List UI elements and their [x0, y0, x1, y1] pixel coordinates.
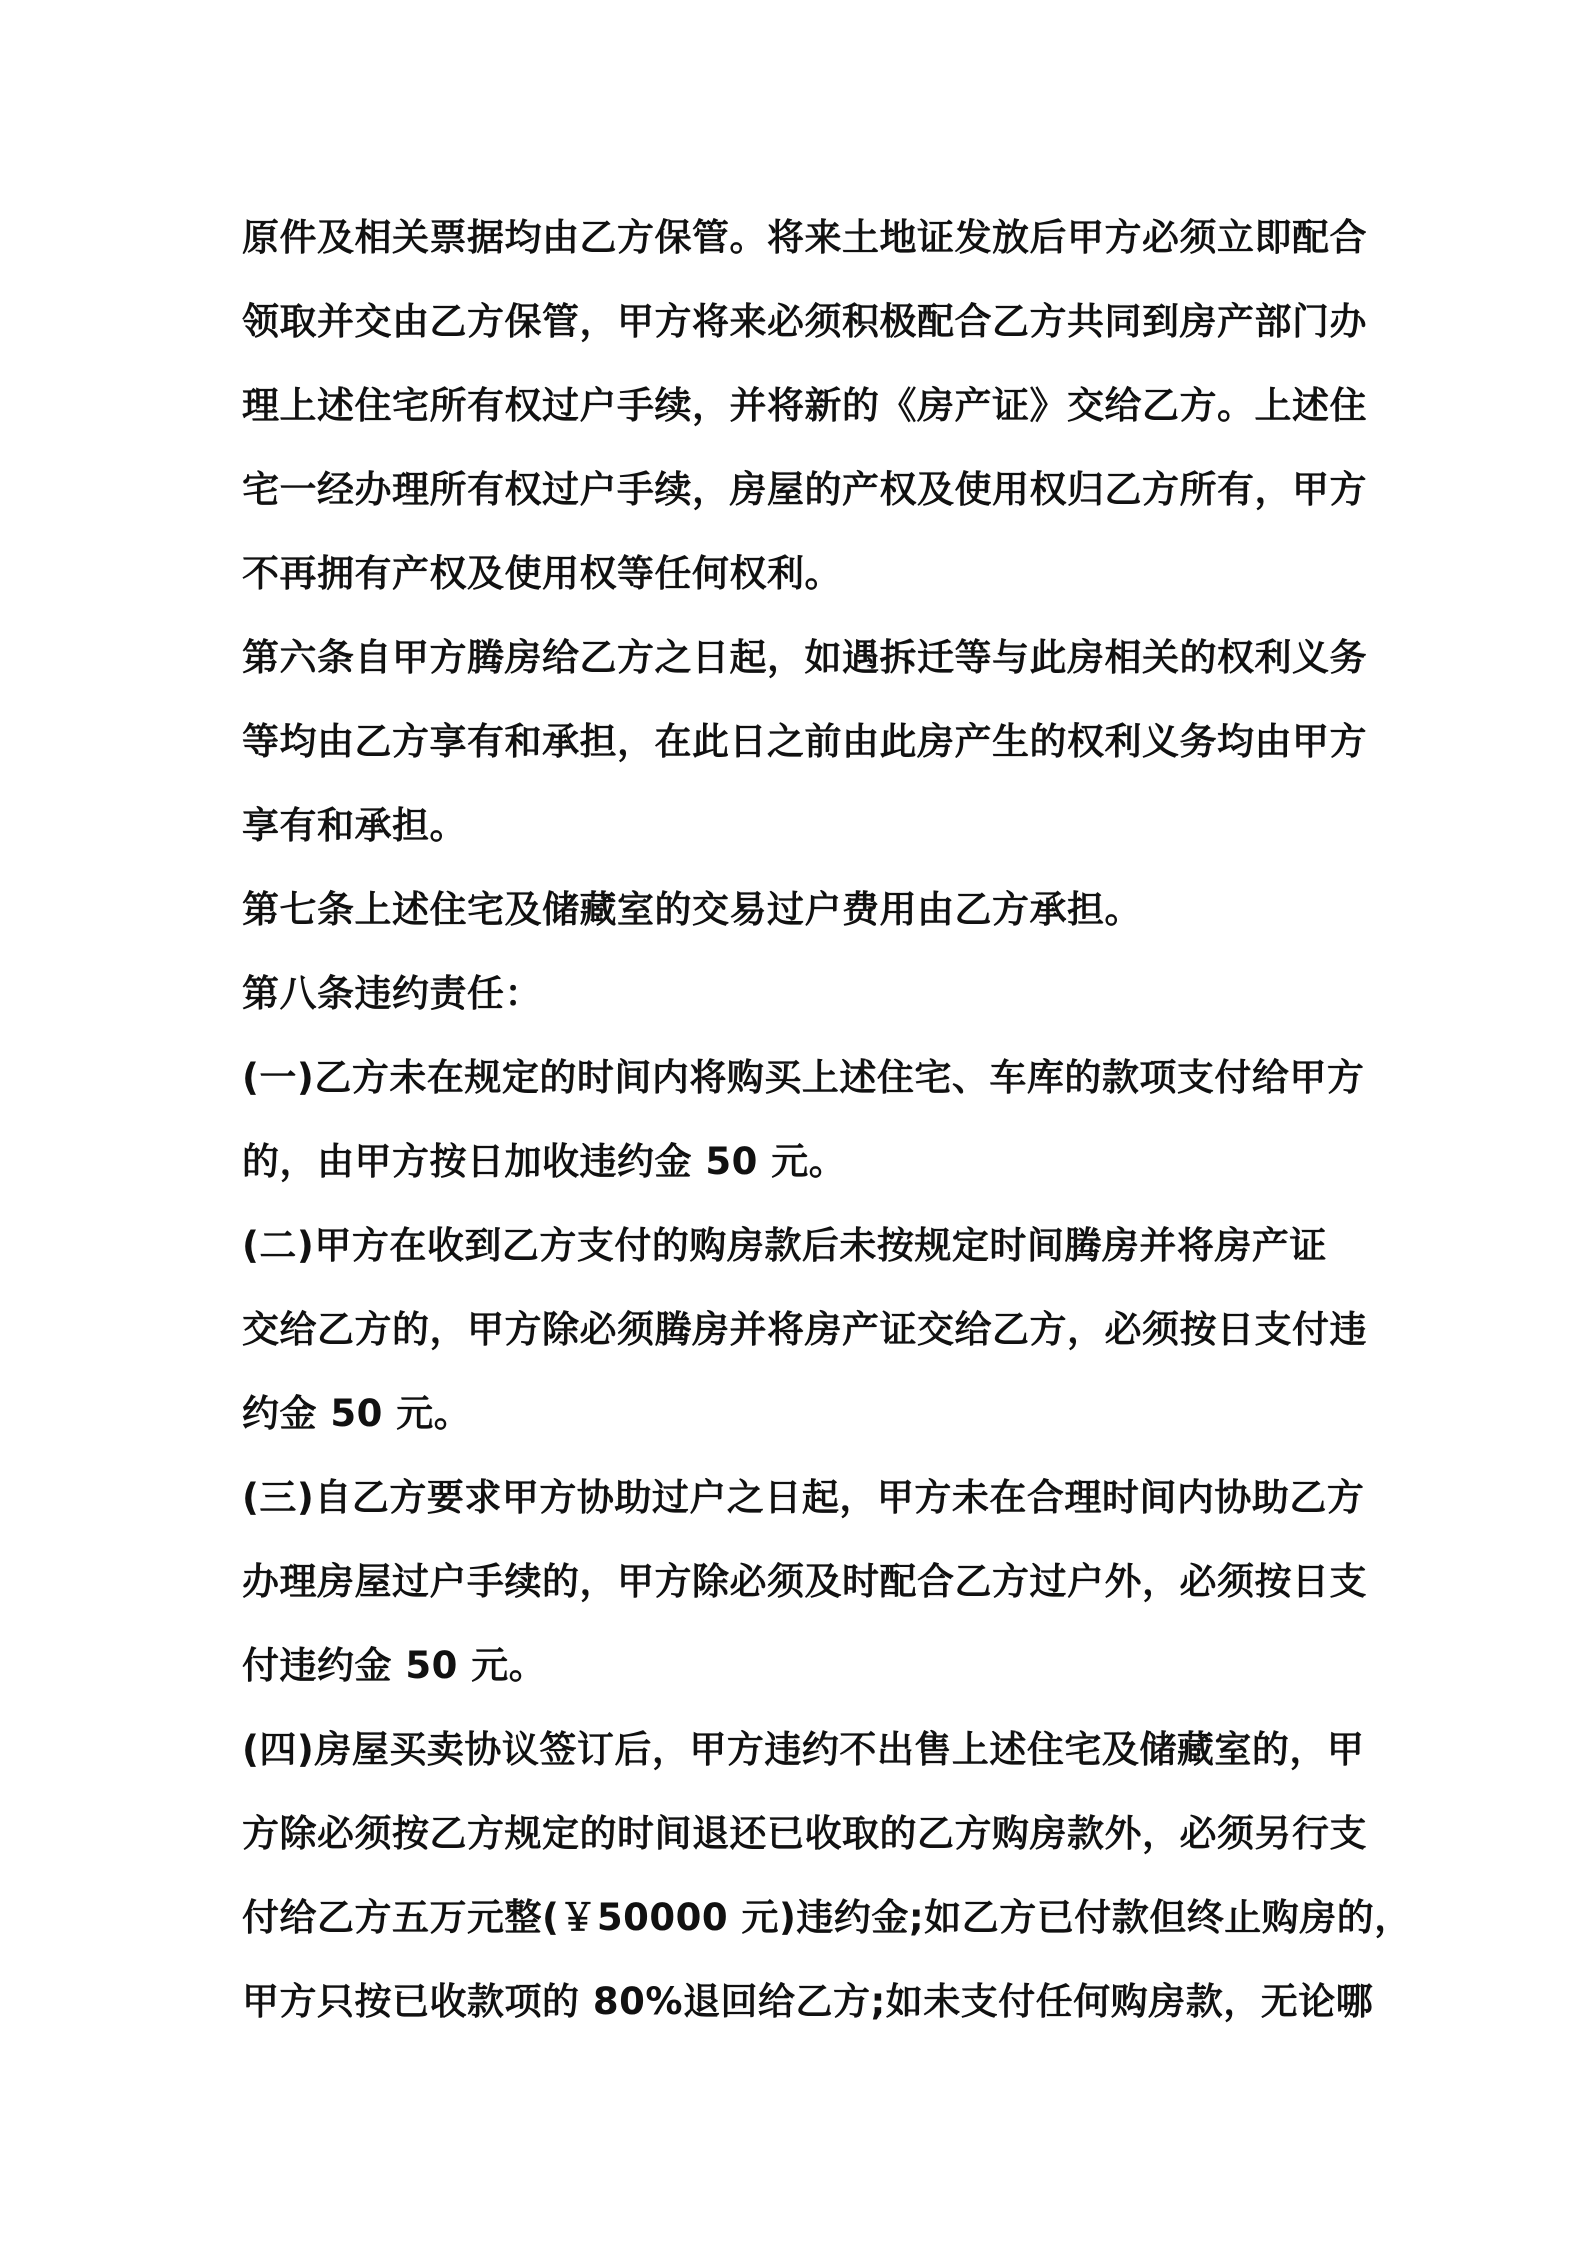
- text-line: 方除必须按乙方规定的时间退还已收取的乙方购房款外，必须另行支: [242, 1812, 1367, 1855]
- text-line: 约金 50 元。: [242, 1392, 472, 1435]
- text-line: 不再拥有产权及使用权等任何权利。: [242, 552, 842, 595]
- text-line: 领取并交由乙方保管，甲方将来必须积极配合乙方共同到房产部门办: [242, 300, 1367, 343]
- clause-4-line: (四)房屋买卖协议签订后，甲方违约不出售上述住宅及储藏室的，甲: [242, 1728, 1365, 1771]
- text-line: 理上述住宅所有权过户手续，并将新的《房产证》交给乙方。上述住: [242, 384, 1367, 427]
- article-6-line: 第六条自甲方腾房给乙方之日起，如遇拆迁等与此房相关的权利义务: [242, 636, 1367, 679]
- text-line: 原件及相关票据均由乙方保管。将来土地证发放后甲方必须立即配合: [242, 216, 1367, 259]
- text-line: 交给乙方的，甲方除必须腾房并将房产证交给乙方，必须按日支付违: [242, 1308, 1367, 1351]
- text-line: 等均由乙方享有和承担，在此日之前由此房产生的权利义务均由甲方: [242, 720, 1367, 763]
- text-line: 宅一经办理所有权过户手续，房屋的产权及使用权归乙方所有，甲方: [242, 468, 1367, 511]
- text-line: 办理房屋过户手续的，甲方除必须及时配合乙方过户外，必须按日支: [242, 1560, 1367, 1603]
- clause-3-line: (三)自乙方要求甲方协助过户之日起，甲方未在合理时间内协助乙方: [242, 1476, 1365, 1519]
- text-line: 甲方只按已收款项的 80%退回给乙方;如未支付任何购房款，无论哪: [242, 1980, 1374, 2023]
- document-body: [242, 196, 1412, 2044]
- clause-2-line: (二)甲方在收到乙方支付的购房款后未按规定时间腾房并将房产证: [242, 1224, 1327, 1267]
- article-7-line: 第七条上述住宅及储藏室的交易过户费用由乙方承担。: [242, 888, 1142, 931]
- article-8-heading: 第八条违约责任：: [242, 972, 542, 1015]
- text-line: 付给乙方五万元整(￥50000 元)违约金;如乙方已付款但终止购房的，: [242, 1896, 1412, 1939]
- text-line: 付违约金 50 元。: [242, 1644, 547, 1687]
- text-line: 的，由甲方按日加收违约金 50 元。: [242, 1140, 847, 1183]
- text-line: 享有和承担。: [242, 804, 467, 847]
- clause-1-line: (一)乙方未在规定的时间内将购买上述住宅、车库的款项支付给甲方: [242, 1056, 1365, 1099]
